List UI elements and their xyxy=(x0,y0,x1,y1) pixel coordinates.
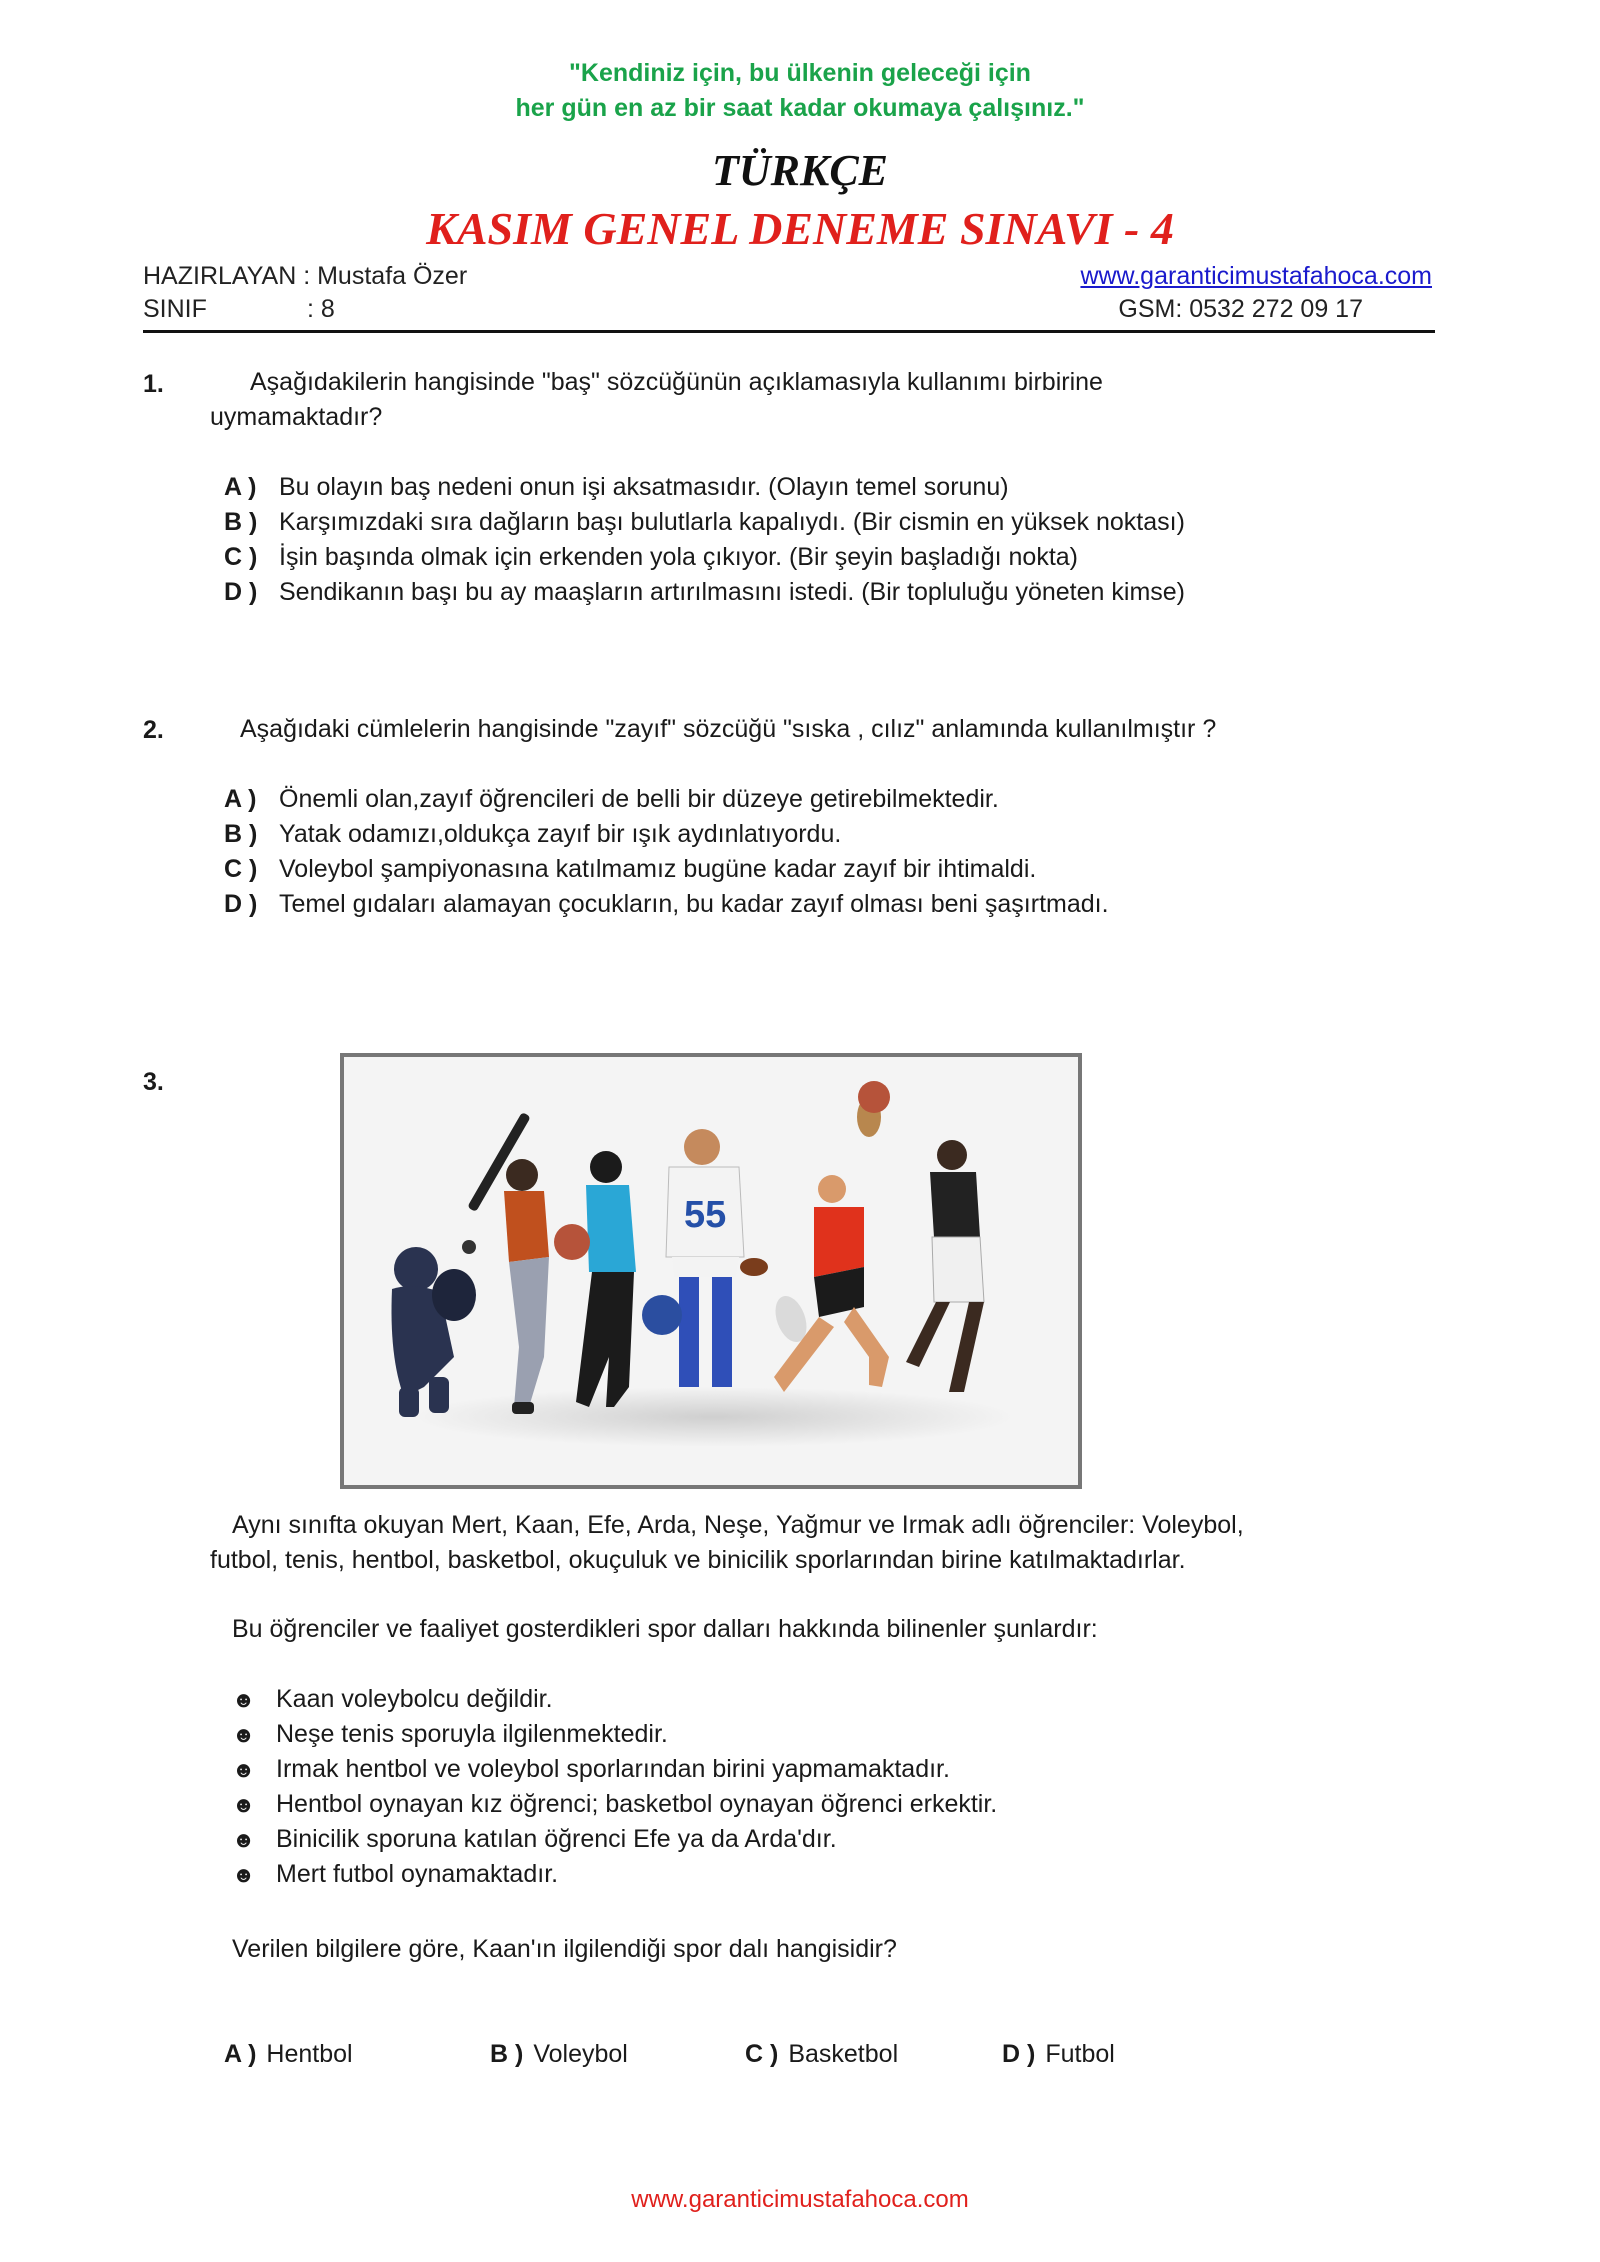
question-1-option-c[interactable] xyxy=(224,540,1078,575)
class-value: : 8 xyxy=(307,295,335,323)
question-2-number: 2. xyxy=(143,716,164,744)
smiley-bullet-icon: ☻ xyxy=(232,1757,256,1782)
option-key: B ) xyxy=(224,820,258,848)
clue-text: Mert futbol oynamaktadır. xyxy=(276,1860,559,1888)
clue-text: Hentbol oynayan kız öğrenci; basketbol oynayan öğrenci erkektir. xyxy=(276,1790,998,1818)
question-3-prompt: Verilen bilgilere göre, Kaan'ın ilgilendiği spor dalı hangisidir? xyxy=(232,1935,897,1963)
smiley-bullet-icon: ☻ xyxy=(232,1722,256,1747)
option-text: Önemli olan,zayıf öğrencileri de belli bir düzeye getirebilmektedir. xyxy=(279,785,999,813)
option-key: A ) xyxy=(224,785,257,813)
option-text: Sendikanın başı bu ay maaşların artırılmasını istedi. (Bir topluluğu yöneten kimse) xyxy=(279,578,1185,606)
option-key: C ) xyxy=(224,543,258,571)
clue-text: Kaan voleybolcu değildir. xyxy=(276,1685,553,1713)
motto-line-2: her gün en az bir saat kadar okumaya çalışınız." xyxy=(515,94,1085,122)
question-3-intro-line-1: Aynı sınıfta okuyan Mert, Kaan, Efe, Arda, Neşe, Yağmur ve Irmak adlı öğrenciler: Voleybol, xyxy=(232,1511,1244,1539)
question-3-info-line: Bu öğrenciler ve faaliyet gosterdikleri spor dalları hakkında bilinenler şunlardır: xyxy=(232,1615,1098,1643)
footer-website[interactable]: www.garanticimustafahoca.com xyxy=(631,2186,969,2213)
option-text: Yatak odamızı,oldukça zayıf bir ışık aydınlatıyordu. xyxy=(279,820,842,848)
gsm-number: GSM: 0532 272 09 17 xyxy=(1118,295,1363,323)
question-3-option-c[interactable] xyxy=(745,2040,898,2069)
header-website-link[interactable] xyxy=(1080,262,1432,291)
option-key: A ) xyxy=(224,473,257,501)
smiley-bullet-icon: ☻ xyxy=(232,1792,256,1817)
clue-item xyxy=(232,1857,558,1892)
option-key: C ) xyxy=(745,2040,779,2068)
question-1-number: 1. xyxy=(143,370,164,398)
question-2-text: Aşağıdaki cümlelerin hangisinde "zayıf" sözcüğü "sıska , cılız" anlamında kullanılmıştır ? xyxy=(240,715,1217,743)
question-3-intro-line-2: futbol, tenis, hentbol, basketbol, okuçuluk ve binicilik sporlarından birine katılmaktadırlar. xyxy=(210,1546,1186,1574)
option-text: Hentbol xyxy=(266,2040,353,2068)
question-1-option-d[interactable] xyxy=(224,575,1185,610)
prepared-by: HAZIRLAYAN : Mustafa Özer xyxy=(143,262,468,290)
smiley-bullet-icon: ☻ xyxy=(232,1827,256,1852)
question-3-option-b[interactable] xyxy=(490,2040,628,2069)
question-3-option-a[interactable] xyxy=(224,2040,353,2069)
option-text: Voleybol xyxy=(533,2040,628,2068)
smiley-bullet-icon: ☻ xyxy=(232,1862,256,1887)
clue-item xyxy=(232,1682,553,1717)
option-text: Futbol xyxy=(1045,2040,1115,2068)
option-text: Temel gıdaları alamayan çocukların, bu kadar zayıf olması beni şaşırtmadı. xyxy=(279,890,1109,918)
question-3-number: 3. xyxy=(143,1068,164,1096)
option-key: D ) xyxy=(224,578,258,606)
header-divider xyxy=(143,330,1435,333)
question-1-text-line-2: uymamaktadır? xyxy=(210,403,383,431)
option-text: Bu olayın baş nedeni onun işi aksatmasıdır. (Olayın temel sorunu) xyxy=(279,473,1009,501)
question-2-option-c[interactable] xyxy=(224,852,1036,887)
question-1-option-b[interactable] xyxy=(224,505,1185,540)
question-2-option-b[interactable] xyxy=(224,817,841,852)
athletes-illustration xyxy=(344,1057,1078,1485)
subject-title: TÜRKÇE xyxy=(711,146,889,195)
motto-line-1: "Kendiniz için, bu ülkenin geleceği için xyxy=(569,59,1031,87)
option-key: D ) xyxy=(1002,2040,1036,2068)
clue-item xyxy=(232,1717,668,1752)
clue-text: Binicilik sporuna katılan öğrenci Efe ya da Arda'dır. xyxy=(276,1825,837,1853)
clue-text: Irmak hentbol ve voleybol sporlarından birini yapmamaktadır. xyxy=(276,1755,950,1783)
question-1-option-a[interactable] xyxy=(224,470,1009,505)
option-text: Voleybol şampiyonasına katılmamız bugüne kadar zayıf bir ihtimaldi. xyxy=(279,855,1037,883)
option-key: B ) xyxy=(224,508,258,536)
smiley-bullet-icon: ☻ xyxy=(232,1687,256,1712)
class-label: SINIF xyxy=(143,295,207,323)
option-key: D ) xyxy=(224,890,258,918)
question-3-option-d[interactable] xyxy=(1002,2040,1115,2069)
question-1-text-line-1: Aşağıdakilerin hangisinde "baş" sözcüğünün açıklamasıyla kullanımı birbirine xyxy=(250,368,1103,396)
option-text: İşin başında olmak için erkenden yola çıkıyor. (Bir şeyin başladığı nokta) xyxy=(279,543,1079,571)
clue-text: Neşe tenis sporuyla ilgilenmektedir. xyxy=(276,1720,668,1748)
clue-item xyxy=(232,1787,997,1822)
header-website[interactable]: www.garanticimustafahoca.com xyxy=(1080,262,1432,290)
question-2-option-d[interactable] xyxy=(224,887,1109,922)
athletes-photo xyxy=(340,1053,1082,1489)
option-key: C ) xyxy=(224,855,258,883)
clue-item xyxy=(232,1822,837,1857)
option-key: B ) xyxy=(490,2040,524,2068)
option-text: Karşımızdaki sıra dağların başı bulutlarla kapalıydı. (Bir cismin en yüksek noktası) xyxy=(279,508,1185,536)
svg-text:55: 55 xyxy=(684,1194,727,1236)
clue-item xyxy=(232,1752,950,1787)
option-key: A ) xyxy=(224,2040,257,2068)
option-text: Basketbol xyxy=(788,2040,899,2068)
question-2-option-a[interactable] xyxy=(224,782,999,817)
exam-title: KASIM GENEL DENEME SINAVI - 4 xyxy=(426,203,1174,254)
